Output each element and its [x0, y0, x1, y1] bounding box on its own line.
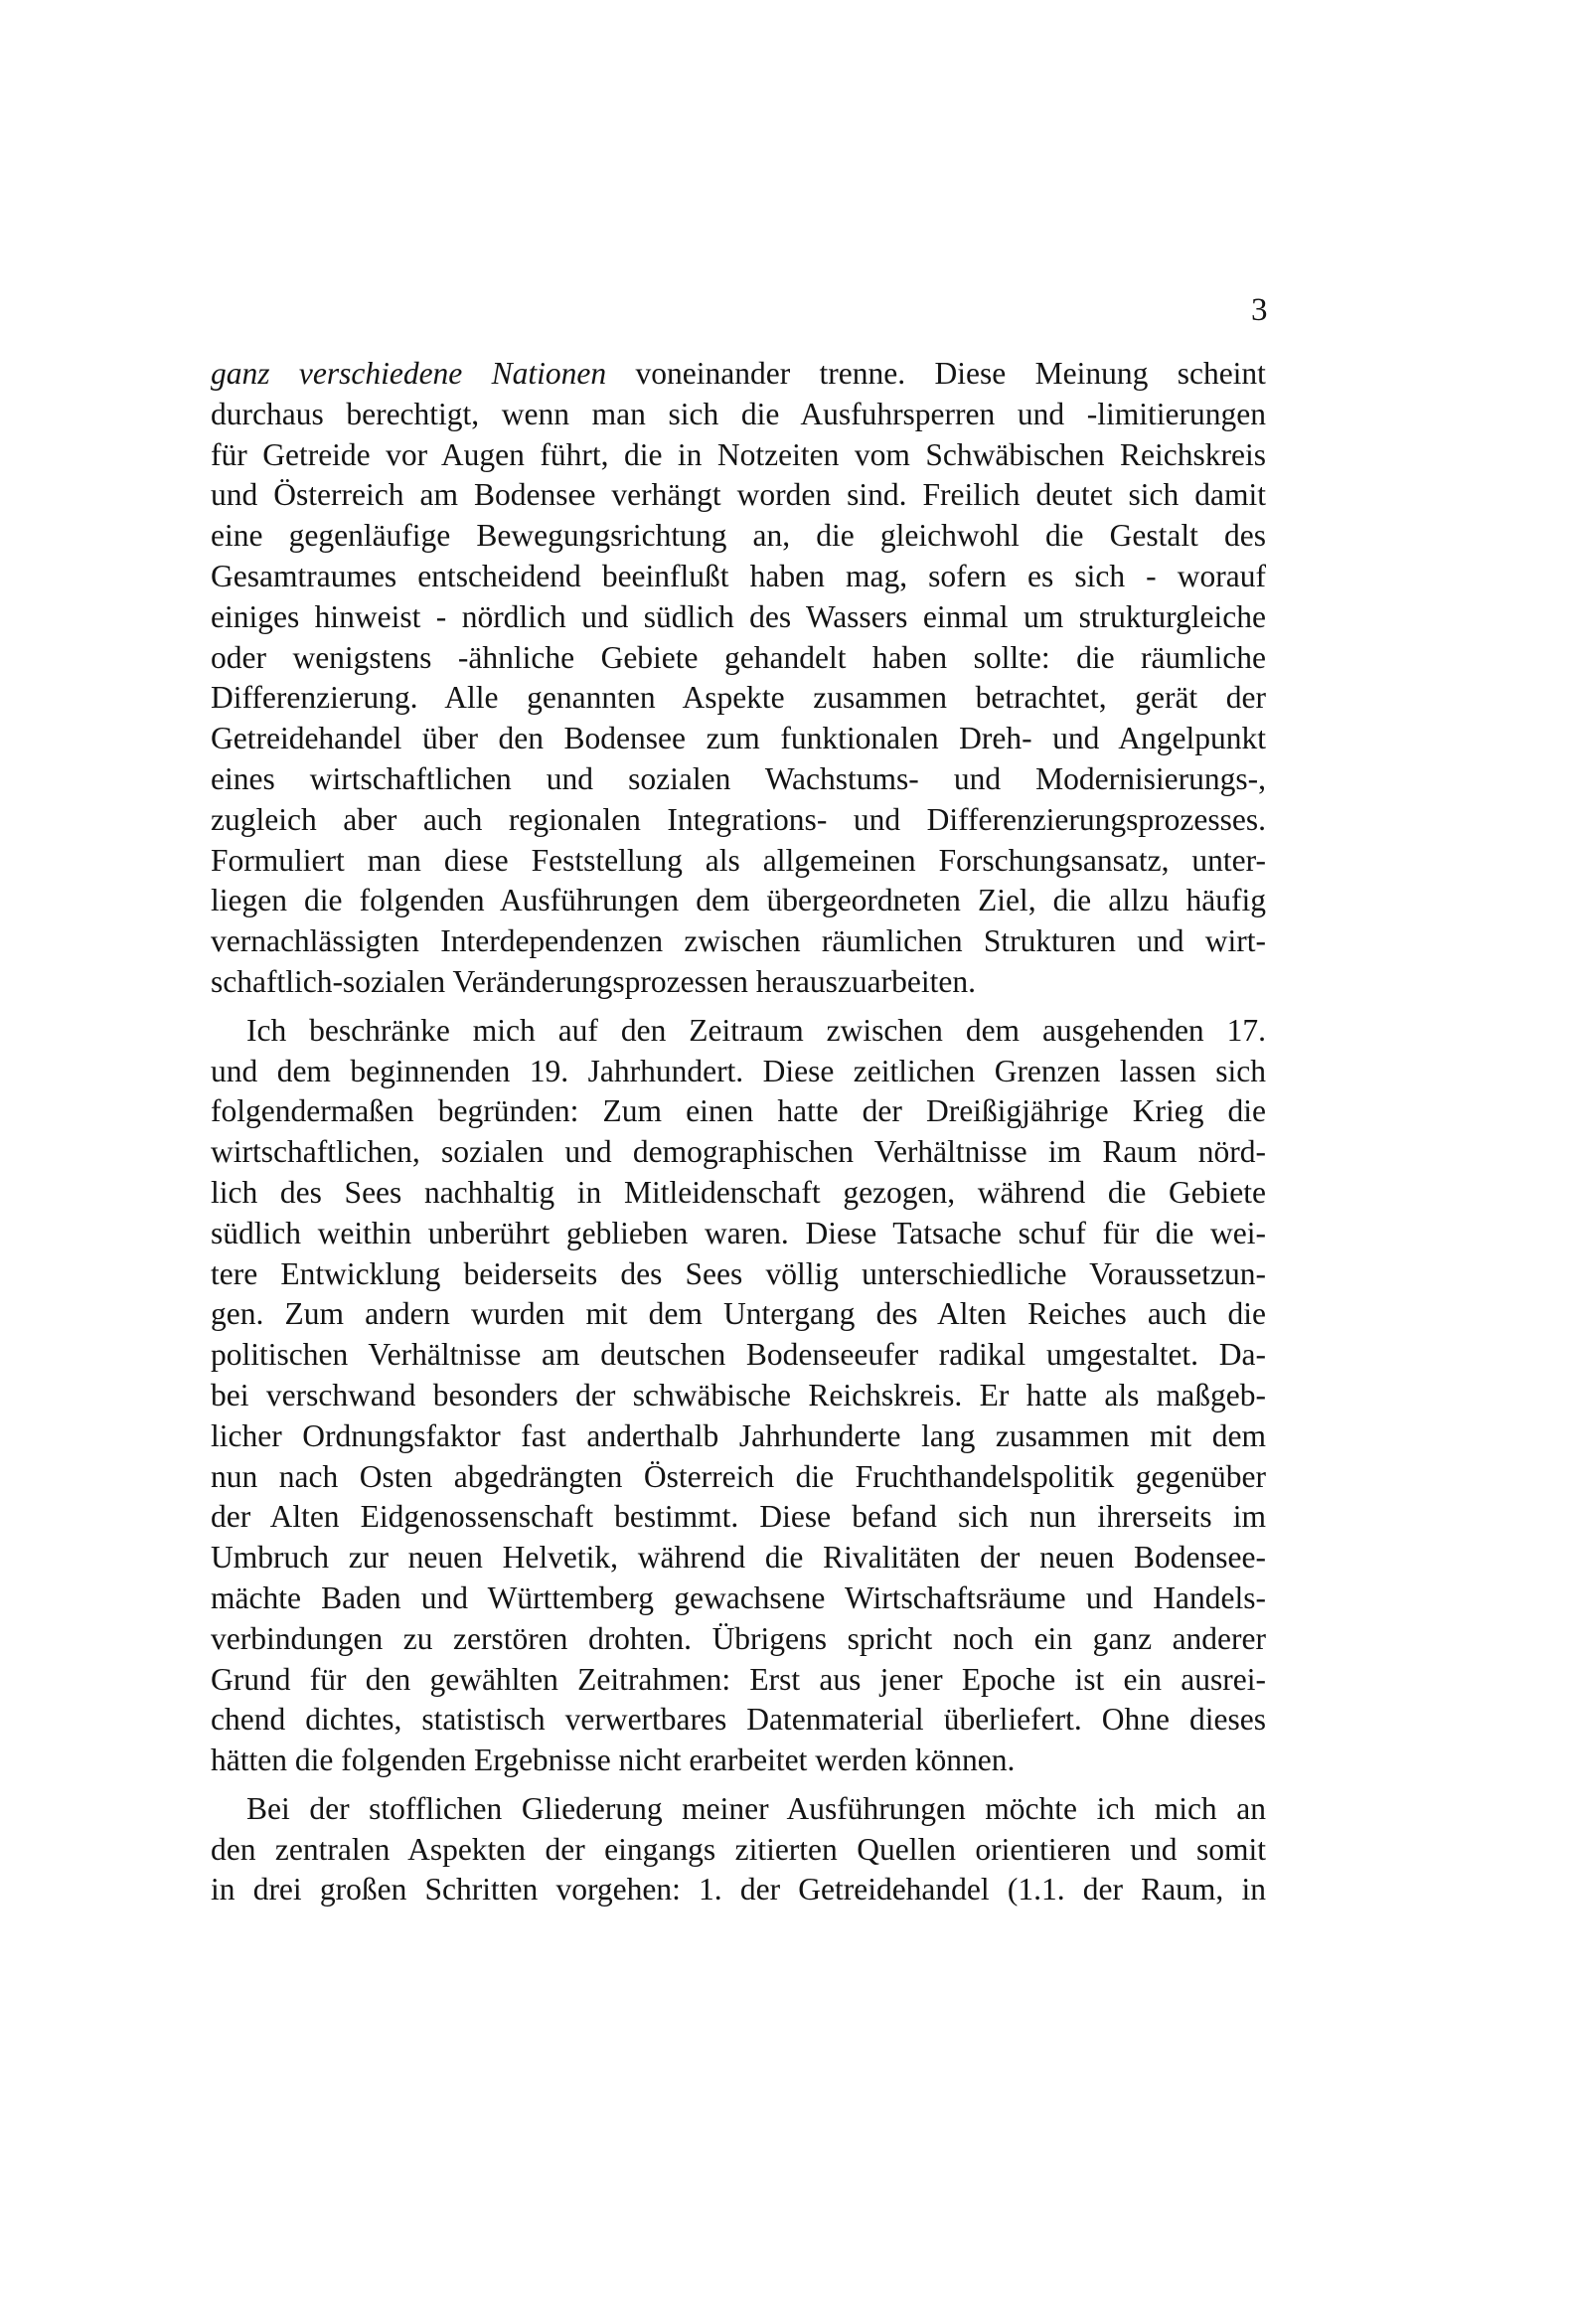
- text-line: verbindungen zu zerstören drohten. Übrigens spricht noch ein ganz anderer: [211, 1620, 1266, 1656]
- text-line: für Getreide vor Augen führt, die in Notzeiten vom Schwäbischen Reichskreis: [211, 436, 1266, 472]
- text-line: schaftlich-sozialen Veränderungsprozessen herauszuarbeiten.: [211, 963, 976, 999]
- text-line: der Alten Eidgenossenschaft bestimmt. Diese befand sich nun ihrerseits im: [211, 1499, 1266, 1535]
- word: Diese: [934, 356, 1007, 391]
- text-line: nun nach Osten abgedrängten Österreich die Fruchthandelspolitik gegenüber: [211, 1458, 1266, 1494]
- text-line: durchaus berechtigt, wenn man sich die Ausfuhrsperren und -limitierungen: [211, 396, 1266, 431]
- text-line: licher Ordnungsfaktor fast anderthalb Jahrhunderte lang zusammen mit dem: [211, 1417, 1266, 1453]
- text-line-first: [211, 354, 1266, 395]
- word: scheint: [1177, 356, 1266, 391]
- italic-word: ganz: [211, 356, 270, 391]
- paragraph-1: [211, 395, 1266, 1003]
- text-line: südlich weithin unberührt geblieben waren. Diese Tatsache schuf für die wei-: [211, 1215, 1266, 1250]
- text-line: vernachlässigten Interdependenzen zwischen räumlichen Strukturen und wirt-: [211, 923, 1266, 959]
- paragraph-2: [211, 1011, 1266, 1781]
- text-line: einiges hinweist - nördlich und südlich des Wassers einmal um strukturgleiche: [211, 598, 1266, 634]
- italic-word: verschiedene: [298, 356, 463, 391]
- text-line: lich des Sees nachhaltig in Mitleidenschaft gezogen, während die Gebiete: [211, 1174, 1266, 1210]
- text-line: politischen Verhältnisse am deutschen Bodenseeufer radikal umgestaltet. Da-: [211, 1337, 1266, 1373]
- word: voneinander: [635, 356, 791, 391]
- italic-word: Nationen: [491, 356, 607, 391]
- body-text: [211, 354, 1266, 1910]
- text-line: wirtschaftlichen, sozialen und demographischen Verhältnisse im Raum nörd-: [211, 1134, 1266, 1170]
- text-line: Umbruch zur neuen Helvetik, während die Rivalitäten der neuen Bodensee-: [211, 1540, 1266, 1576]
- text-line: Formuliert man diese Feststellung als allgemeinen Forschungsansatz, unter-: [211, 842, 1266, 878]
- text-line: zugleich aber auch regionalen Integrations- und Differenzierungsprozesses.: [211, 801, 1266, 837]
- text-line: Ich beschränke mich auf den Zeitraum zwischen dem ausgehenden 17.: [246, 1012, 1266, 1048]
- text-line: chend dichtes, statistisch verwertbares Datenmaterial überliefert. Ohne dieses: [211, 1702, 1266, 1738]
- text-line: eine gegenläufige Bewegungsrichtung an, die gleichwohl die Gestalt des: [211, 518, 1266, 554]
- text-line: gen. Zum andern wurden mit dem Untergang des Alten Reiches auch die: [211, 1296, 1266, 1332]
- text-line: tere Entwicklung beiderseits des Sees völlig unterschiedliche Voraussetzun-: [211, 1255, 1266, 1291]
- text-line: Getreidehandel über den Bodensee zum funktionalen Dreh- und Angelpunkt: [211, 721, 1266, 756]
- word: Meinung: [1034, 356, 1149, 391]
- text-line: hätten die folgenden Ergebnisse nicht erarbeitet werden können.: [211, 1743, 1016, 1778]
- text-line: Differenzierung. Alle genannten Aspekte zusammen betrachtet, gerät der: [211, 680, 1266, 716]
- text-line: den zentralen Aspekten der eingangs zitierten Quellen orientieren und somit: [211, 1831, 1266, 1867]
- text-line: Gesamtraumes entscheidend beeinflußt haben mag, sofern es sich - worauf: [211, 558, 1266, 593]
- text-line: und Österreich am Bodensee verhängt worden sind. Freilich deutet sich damit: [211, 477, 1266, 513]
- text-line: und dem beginnenden 19. Jahrhundert. Diese zeitlichen Grenzen lassen sich: [211, 1053, 1266, 1088]
- text-line: in drei großen Schritten vorgehen: 1. der Getreidehandel (1.1. der Raum, in: [211, 1872, 1266, 1908]
- text-line: folgendermaßen begründen: Zum einen hatte der Dreißigjährige Krieg die: [211, 1093, 1266, 1129]
- paragraph-3: [211, 1789, 1266, 1910]
- text-line: Bei der stofflichen Gliederung meiner Ausführungen möchte ich mich an: [246, 1790, 1266, 1826]
- word: trenne.: [819, 356, 906, 391]
- text-line: oder wenigstens -ähnliche Gebiete gehandelt haben sollte: die räumliche: [211, 639, 1266, 675]
- text-line: Grund für den gewählten Zeitrahmen: Erst aus jener Epoche ist ein ausrei-: [211, 1661, 1266, 1697]
- text-line: mächte Baden und Württemberg gewachsene Wirtschaftsräume und Handels-: [211, 1579, 1266, 1615]
- text-line: eines wirtschaftlichen und sozialen Wachstums- und Modernisierungs-,: [211, 760, 1266, 796]
- text-line: liegen die folgenden Ausführungen dem übergeordneten Ziel, die allzu häufig: [211, 883, 1266, 918]
- page-number: 3: [1251, 292, 1268, 328]
- text-line: bei verschwand besonders der schwäbische Reichskreis. Er hatte als maßgeb-: [211, 1377, 1266, 1412]
